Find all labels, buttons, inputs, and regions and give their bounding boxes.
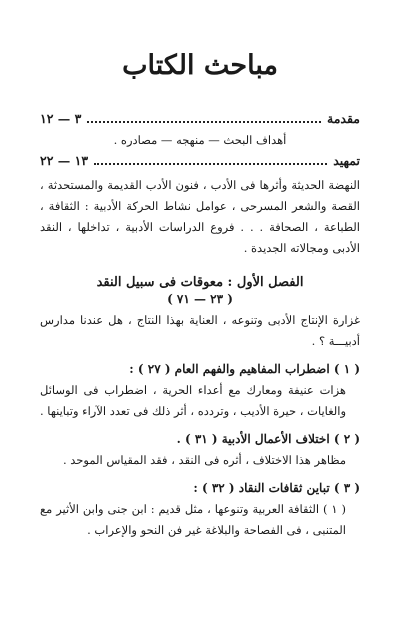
toc-entry-preface [40, 153, 360, 169]
toc-intro-pages: ٣ — ١٢ [40, 111, 82, 126]
toc-entry-intro [40, 111, 360, 127]
chapter-title: الفصل الأول : معوقات فى سبيل النقد [96, 275, 304, 290]
section-body: مظاهر هذا الاختلاف ، أثره فى النقد ، فقد المقياس الموحد . [62, 453, 346, 467]
intro-description: أهداف البحث — منهجه — مصادره . [113, 133, 287, 147]
section-heading: ( ٣ ) تباين ثقافات النقاد ( ٣٢ ) : [193, 481, 360, 495]
section-heading: ( ٢ ) اختلاف الأعمال الأدبية ( ٣١ ) . [176, 432, 360, 446]
page-title: مباحث الكتاب [122, 50, 278, 81]
section-body: ( ١ ) الثقافة العربية وتنوعها ، مثل قديم : ابن جنى وابن الأثير مع المتنبى ، فى الفصاحة والبلاغة غير فن النحو والإعراب . [40, 502, 346, 537]
toc-preface-pages: ١٣ — ٢٢ [40, 153, 89, 168]
preface-description: النهضة الحديثة وأثرها فى الأدب ، فنون الأدب القديمة والمستحدثة ، القصة والشعر المسرحى ، عوامل نشاط الحركة الأدبية : الثقافة ، الطباعة ، الصحافة . . . فروع الدراسات الأدبية ، تداخلها ، النقد الأدبى ومجالاته الجديدة . [40, 178, 360, 255]
section-body: هزات عنيفة ومعارك مع أعداء الحرية ، اضطراب فى الوسائل والغايات ، حيرة الأديب ، وتردده ، أثر ذلك فى تعدد الآراء وتباينها . [40, 383, 346, 418]
leader-dots [94, 162, 327, 165]
leader-dots [87, 120, 321, 123]
section-heading: ( ١ ) اضطراب المفاهيم والفهم العام ( ٢٧ ) : [129, 362, 360, 376]
chapter-description: غزارة الإنتاج الأدبى وتنوعه ، العناية بهذا النتاج ، هل عندنا مدارس أدبيـــة ؟ . [40, 313, 360, 348]
toc-intro-label: مقدمة [327, 111, 360, 126]
chapter-page-range: ( ٢٣ — ٧١ ) [167, 292, 233, 306]
toc-preface-label: تمهيد [333, 153, 360, 168]
